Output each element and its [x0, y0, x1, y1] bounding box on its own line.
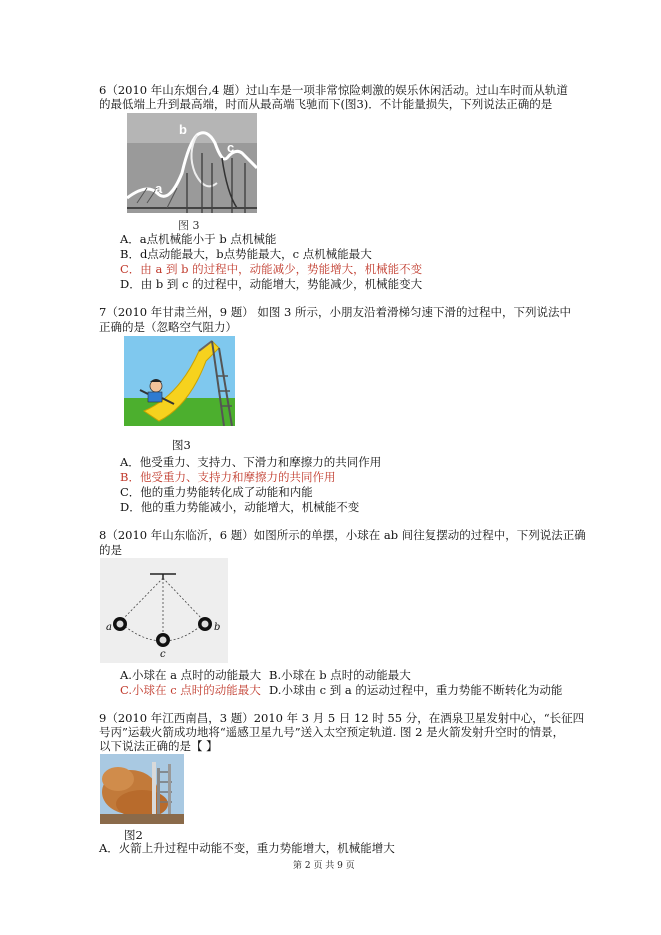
rocket-launch-figure — [100, 754, 184, 824]
q7-stem-line-2: 正确的是（忽略空气阻力） — [99, 320, 237, 334]
q7-option-b: B．他受重力、支持力和摩擦力的共同作用 — [120, 470, 336, 484]
q8-option-c: C.小球在 c 点时的动能最大 — [120, 683, 261, 697]
q8-option-b: B.小球在 b 点时的动能最大 — [269, 668, 411, 682]
q7-option-a: A．他受重力、支持力、下滑力和摩擦力的共同作用 — [120, 455, 382, 469]
q6-stem-line-1: 6（2010 年山东烟台,4 题）过山车是一项非常惊险刺激的娱乐休闲活动。过山车时而从轨道 — [99, 83, 568, 97]
q8-option-d: D.小球由 c 到 a 的运动过程中，重力势能不断转化为动能 — [269, 683, 563, 697]
q6-option-b: B．d点动能最大，b点势能最大，c 点机械能最大 — [120, 247, 372, 261]
q9-figure-caption: 图2 — [124, 828, 143, 842]
point-c-label: c — [160, 649, 166, 660]
q6-option-c: C．由 a 到 b 的过程中，动能减少，势能增大，机械能不变 — [120, 262, 423, 276]
q9-stem-line-1: 9（2010 年江西南昌，3 题）2010 年 3 月 5 日 12 时 55 分，在酒泉卫星发射中心，“长征四 — [99, 711, 585, 725]
q6-option-a: A．a点机械能小于 b 点机械能 — [120, 232, 277, 246]
q6-option-d: D．由 b 到 c 的过程中，动能增大，势能减少，机械能变大 — [120, 277, 423, 291]
q9-option-a: A．火箭上升过程中动能不变，重力势能增大，机械能增大 — [99, 841, 395, 855]
q6-figure-caption: 图 3 — [178, 219, 200, 232]
q9-stem-line-2: 号丙”运载火箭成功地将“遥感卫星九号”送入太空预定轨道. 图 2 是火箭发射升空时的情景， — [99, 725, 565, 739]
point-c-label: c — [227, 140, 235, 155]
q6-stem-line-2: 的最低端上升到最高端，时而从最高端飞驰而下(图3)．不计能量损失，下列说法正确的是 — [99, 97, 553, 111]
q8-stem-line-2: 的是 — [99, 543, 122, 557]
q7-stem-line-1: 7（2010 年甘肃兰州，9 题） 如图 3 所示，小朋友沿着滑梯匀速下滑的过程中，下列说法中 — [99, 305, 571, 319]
q7-figure-caption: 图3 — [172, 438, 191, 452]
q7-option-c: C．他的重力势能转化成了动能和内能 — [120, 485, 313, 499]
q7-option-d: D．他的重力势能减小，动能增大，机械能不变 — [120, 500, 360, 514]
q8-stem-line-1: 8（2010 年山东临沂，6 题）如图所示的单摆，小球在 ab 间往复摆动的过程中，下列说法正确 — [99, 528, 586, 542]
page-footer: 第 2 页 共 9 页 — [293, 861, 355, 871]
point-b-label: b — [214, 622, 221, 633]
slide-figure — [124, 336, 235, 426]
pendulum-figure — [100, 558, 228, 663]
point-b-label: b — [179, 122, 187, 137]
point-a-label: a — [155, 181, 163, 196]
q8-option-a: A.小球在 a 点时的动能最大 — [120, 668, 262, 682]
point-a-label: a — [106, 622, 112, 633]
q9-stem-line-3: 以下说法正确的是【 】 — [99, 739, 218, 753]
roller-coaster-figure — [127, 113, 257, 213]
